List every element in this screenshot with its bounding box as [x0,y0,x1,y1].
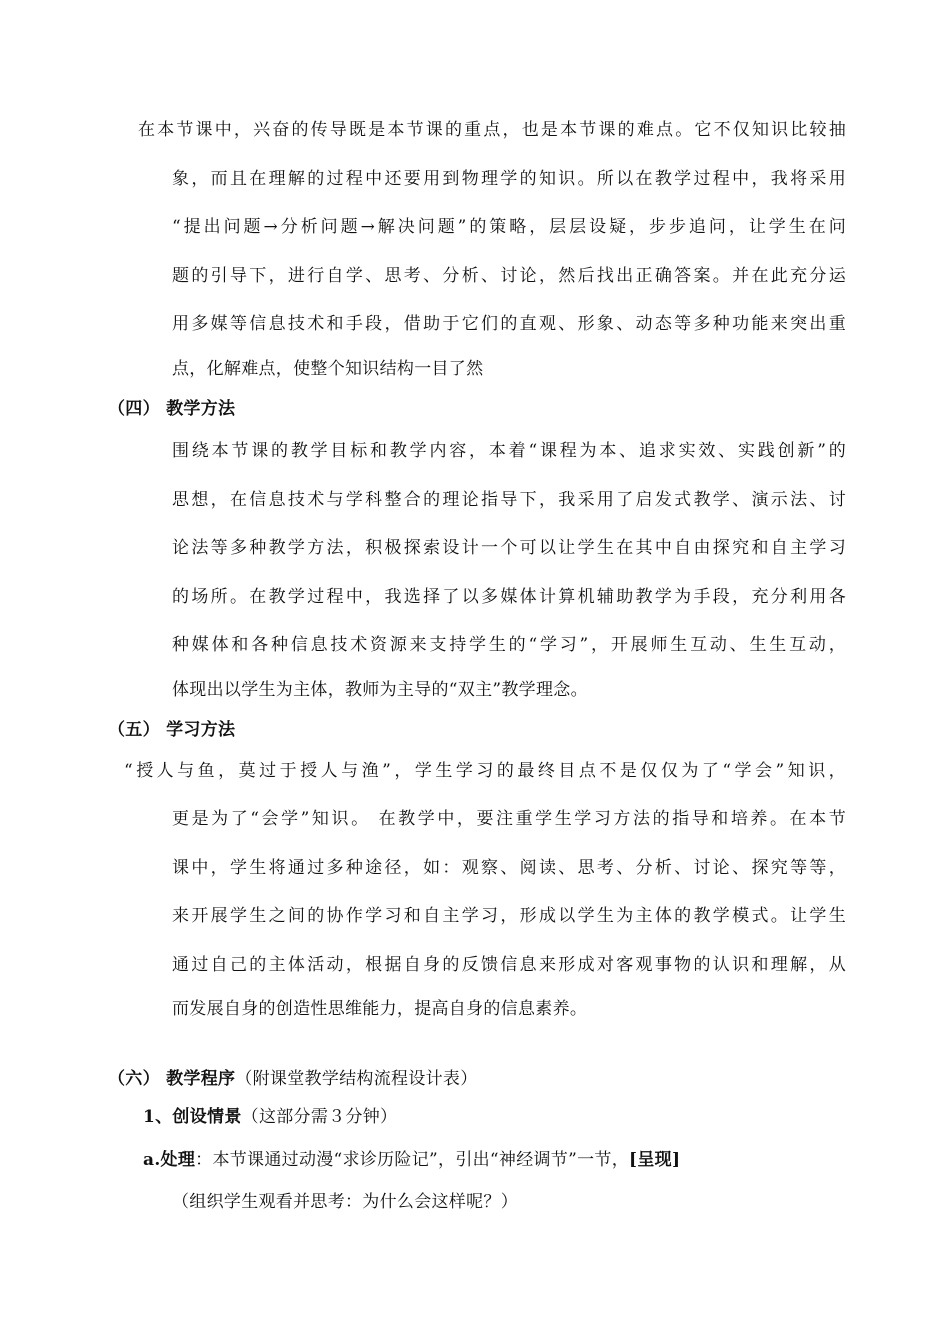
subheading-create-scenario [143,1105,397,1129]
paragraph-line: 围绕本节课的教学目标和教学内容，本着“课程为本、追求实效、实践创新”的 [172,441,846,461]
paragraph-line: 而发展自身的创造性思维能力，提高自身的信息素养。 [172,999,588,1019]
paragraph-line: 更是为了“会学”知识。 在教学中，要注重学生学习方法的指导和培养。在本节 [172,809,846,829]
paragraph-line: 的场所。在教学过程中，我选择了以多媒体计算机辅助教学为手段，充分利用各 [172,587,846,607]
paragraph-line: 题的引导下，进行自学、思考、分析、讨论，然后找出正确答案。并在此充分运 [172,266,846,286]
paragraph-line: 体现出以学生为主体，教师为主导的“双主”教学理念。 [172,680,588,700]
section-heading-teaching-procedure [108,1067,478,1091]
subheading-note: （这部分需３分钟） [241,1107,398,1127]
heading-note: （附课堂教学结构流程设计表） [235,1069,478,1089]
paragraph-line: 课中，学生将通过多种途径，如：观察、阅读、思考、分析、讨论、探究等等， [172,858,846,878]
paragraph-line: “授人与鱼，莫过于授人与渔”，学生学习的最终目点不是仅仅为了“学会”知识， [124,761,846,781]
paragraph-line: 通过自己的主体活动，根据自身的反馈信息来形成对客观事物的认识和理解，从 [172,955,846,975]
paragraph-line: 思想，在信息技术与学科整合的理论指导下，我采用了启发式教学、演示法、讨 [172,490,846,510]
item-a-label: a.处理 [143,1150,196,1170]
section-heading-learning-method: （五） 学习方法 [108,720,236,740]
paragraph-line: 来开展学生之间的协作学习和自主学习，形成以学生为主体的教学模式。让学生 [172,906,846,926]
paragraph-line: 象，而且在理解的过程中还要用到物理学的知识。所以在教学过程中，我将采用 [172,169,846,189]
item-a-text: ：本节课通过动漫“求诊历险记”，引出“神经调节”一节， [195,1150,630,1170]
heading-bold-text: （六） 教学程序 [108,1069,236,1089]
paragraph-line: 点，化解难点，使整个知识结构一目了然 [172,359,484,379]
subheading-bold-text: 1、创设情景 [143,1107,242,1127]
paragraph-line: 论法等多种教学方法，积极探索设计一个可以让学生在其中自由探究和自主学习 [172,538,846,558]
paragraph-line: 用多媒等信息技术和手段，借助于它们的直观、形象、动态等多种功能来突出重 [172,314,846,334]
paragraph-line: “提出问题→分析问题→解决问题”的策略，层层设疑，步步追问，让学生在问 [172,217,846,237]
item-a-note: （组织学生观看并思考：为什么会这样呢？） [172,1192,518,1212]
item-a-tag: [呈现] [629,1150,681,1170]
item-a-processing [143,1148,680,1172]
paragraph-line: 在本节课中，兴奋的传导既是本节课的重点，也是本节课的难点。它不仅知识比较抽 [138,120,846,140]
section-heading-teaching-method: （四） 教学方法 [108,399,236,419]
paragraph-line: 种媒体和各种信息技术资源来支持学生的“学习”，开展师生互动、生生互动， [172,635,846,655]
